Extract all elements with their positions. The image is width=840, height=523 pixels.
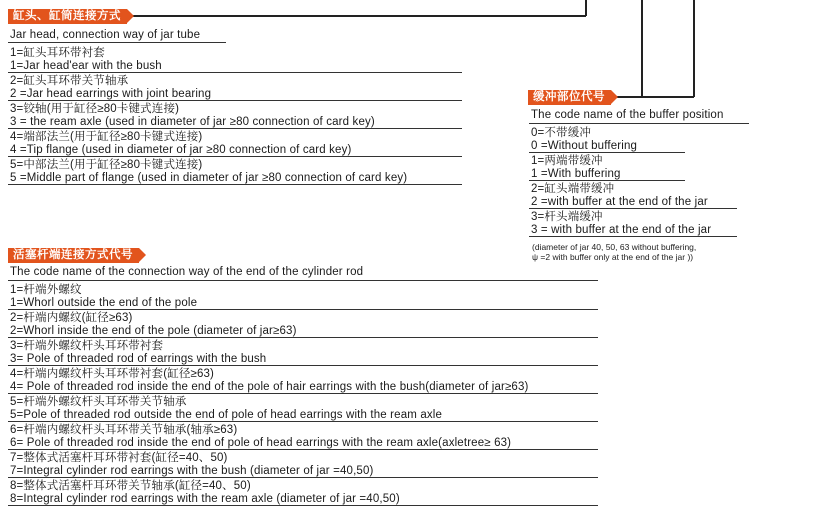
divider bbox=[529, 208, 737, 209]
list-item bbox=[10, 103, 375, 128]
buffer-note-line-2: ψ =2 with buffer only at the end of the jar )) bbox=[532, 251, 694, 262]
list-item bbox=[10, 75, 211, 100]
item-en: 3 = with buffer at the end of the jar bbox=[531, 223, 712, 236]
divider bbox=[8, 184, 462, 185]
divider bbox=[8, 128, 462, 129]
jar-head-subtitle: Jar head, connection way of jar tube bbox=[10, 29, 201, 41]
divider bbox=[529, 123, 749, 124]
item-cn: 1=缸头耳环带衬套 bbox=[10, 47, 105, 59]
divider bbox=[8, 42, 226, 43]
divider bbox=[529, 152, 685, 153]
jar-head-header: 缸头、缸筒连接方式 bbox=[8, 9, 127, 24]
item-en: 2=Whorl inside the end of the pole (diameter of jar≥63) bbox=[10, 324, 297, 337]
connector-line-buffer-vertical bbox=[693, 0, 695, 97]
item-cn: 4=杆端内螺纹杆头耳环带衬套(缸径≥63) bbox=[10, 368, 215, 380]
item-cn: 6=杆端内螺纹杆头耳环带关节轴承(轴承≥63) bbox=[10, 424, 238, 436]
list-item bbox=[10, 159, 407, 184]
list-item bbox=[531, 211, 711, 236]
divider bbox=[8, 477, 598, 478]
buffer-header: 缓冲部位代号 bbox=[528, 90, 611, 105]
list-item bbox=[10, 396, 442, 421]
list-item bbox=[531, 155, 621, 180]
item-en: 2 =with buffer at the end of the jar bbox=[531, 195, 708, 208]
item-en: 8=Integral cylinder rod earrings with the ream axle (diameter of jar =40,50) bbox=[10, 492, 400, 505]
item-en: 1=Whorl outside the end of the pole bbox=[10, 296, 198, 309]
divider bbox=[529, 180, 685, 181]
divider bbox=[8, 365, 598, 366]
item-cn: 8=整体式活塞杆耳环带关节轴承(缸径=40、50) bbox=[10, 480, 251, 492]
buffer-note bbox=[532, 243, 696, 262]
list-item bbox=[10, 284, 197, 309]
connector-line-top bbox=[130, 15, 586, 17]
list-item bbox=[10, 340, 266, 365]
item-cn: 5=杆端外螺纹杆头耳环带关节轴承 bbox=[10, 396, 187, 408]
item-cn: 4=端部法兰(用于缸径≥80卡键式连接) bbox=[10, 131, 203, 143]
list-item bbox=[531, 183, 708, 208]
divider bbox=[8, 309, 598, 310]
item-en: 6= Pole of threaded rod inside the end of pole of head earrings with the ream axle(axletree≥ 63) bbox=[10, 436, 512, 449]
item-cn: 7=整体式活塞杆耳环带衬套(缸径=40、50) bbox=[10, 452, 228, 464]
item-cn: 2=缸头耳环带关节轴承 bbox=[10, 75, 129, 87]
item-en: 2 =Jar head earrings with joint bearing bbox=[10, 87, 212, 100]
item-en: 0 =Without buffering bbox=[531, 139, 638, 152]
list-item bbox=[531, 127, 637, 152]
item-cn: 2=杆端内螺纹(缸径≥63) bbox=[10, 312, 133, 324]
divider bbox=[8, 505, 598, 506]
divider bbox=[8, 72, 462, 73]
divider bbox=[8, 100, 462, 101]
item-en: 1=Jar head'ear with the bush bbox=[10, 59, 162, 72]
item-en: 5 =Middle part of flange (used in diameter of jar ≥80 connection of card key) bbox=[10, 171, 408, 184]
item-cn: 0=不带缓冲 bbox=[531, 127, 592, 139]
divider bbox=[8, 449, 598, 450]
divider bbox=[8, 393, 598, 394]
divider bbox=[8, 337, 598, 338]
list-item bbox=[10, 480, 400, 505]
item-en: 3= Pole of threaded rod of earrings with the bush bbox=[10, 352, 267, 365]
connector-line-rod-vertical bbox=[641, 0, 643, 96]
divider bbox=[8, 421, 598, 422]
item-en: 4= Pole of threaded rod inside the end of the pole of hair earrings with the bush(diameter of jar≥63) bbox=[10, 380, 529, 393]
item-cn: 2=缸头端带缓冲 bbox=[531, 183, 615, 195]
rod-header: 活塞杆端连接方式代号 bbox=[8, 248, 139, 263]
buffer-note-line-1: (diameter of jar 40, 50, 63 without buffering, bbox=[532, 242, 697, 252]
list-item bbox=[10, 368, 529, 393]
item-en: 7=Integral cylinder rod earrings with the bush (diameter of jar =40,50) bbox=[10, 464, 374, 477]
item-cn: 3=杆端外螺纹杆头耳环带衬套 bbox=[10, 340, 164, 352]
list-item bbox=[10, 424, 511, 449]
divider bbox=[8, 156, 462, 157]
item-cn: 3=铰轴(用于缸径≥80卡键式连接) bbox=[10, 103, 180, 115]
divider bbox=[529, 236, 737, 237]
item-en: 4 =Tip flange (used in diameter of jar ≥80 connection of card key) bbox=[10, 143, 352, 156]
item-cn: 5=中部法兰(用于缸径≥80卡键式连接) bbox=[10, 159, 203, 171]
list-item bbox=[10, 312, 297, 337]
list-item bbox=[10, 452, 374, 477]
item-cn: 1=杆端外螺纹 bbox=[10, 284, 82, 296]
buffer-subtitle: The code name of the buffer position bbox=[531, 109, 724, 121]
list-item bbox=[10, 47, 162, 72]
item-en: 1 =With buffering bbox=[531, 167, 621, 180]
item-cn: 3=杆头端缓冲 bbox=[531, 211, 603, 223]
item-cn: 1=两端带缓冲 bbox=[531, 155, 603, 167]
list-item bbox=[10, 131, 351, 156]
connector-line-buffer-horizontal bbox=[615, 96, 694, 98]
item-en: 3 = the ream axle (used in diameter of jar ≥80 connection of card key) bbox=[10, 115, 375, 128]
item-en: 5=Pole of threaded rod outside the end of pole of head earrings with the ream axle bbox=[10, 408, 443, 421]
rod-subtitle: The code name of the connection way of the end of the cylinder rod bbox=[10, 266, 364, 278]
connector-line-top-vertical bbox=[585, 0, 587, 16]
divider bbox=[8, 280, 598, 281]
